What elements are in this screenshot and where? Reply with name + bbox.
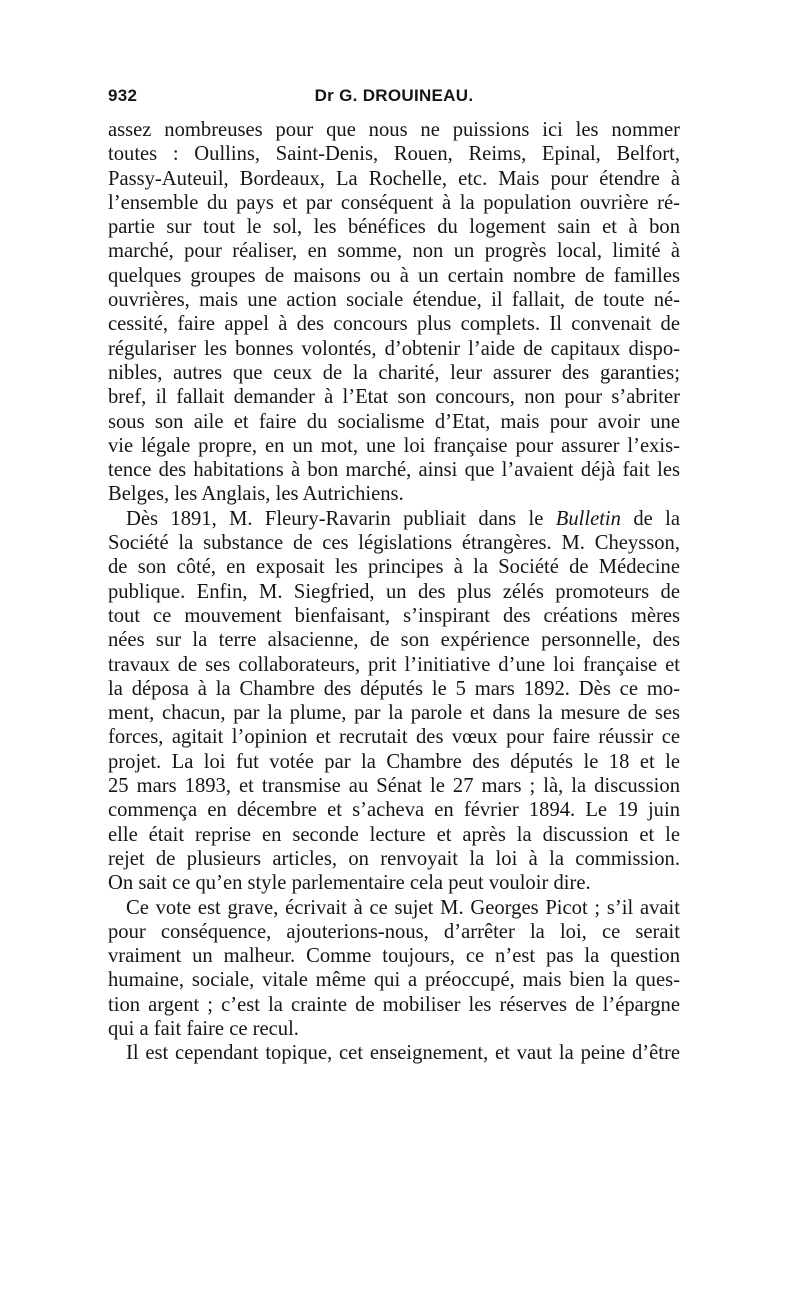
text-line: 25 mars 1893, et transmise au Sénat le 27 mars ; là, la discussion (108, 775, 680, 798)
text-line: commença en décembre et s’acheva en février 1894. Le 19 juin (108, 799, 680, 822)
body-text (108, 118, 680, 1066)
page-number: 932 (108, 86, 138, 105)
text-line: On sait ce qu’en style parlementaire cela peut vouloir dire. (108, 872, 591, 895)
paragraph-1 (108, 118, 680, 507)
text-line: sous son aile et faire du socialisme d’Etat, mais pour avoir une (108, 410, 680, 433)
text-line: publique. Enfin, M. Siegfried, un des plus zélés promoteurs de (108, 580, 680, 603)
text-line: forces, agitait l’opinion et recrutait des vœux pour faire réussir ce (108, 726, 680, 749)
text-line: partie sur tout le sol, les bénéfices du logement sain et à bon (108, 216, 680, 239)
paragraph-2 (108, 507, 680, 896)
text-line: tout ce mouvement bienfaisant, s’inspirant des créations mères (108, 604, 680, 627)
text-line: vie légale propre, en un mot, une loi française pour assurer l’exis- (108, 434, 680, 457)
paragraph-4 (108, 1041, 680, 1065)
text-line: Belges, les Anglais, les Autrichiens. (108, 483, 404, 506)
text-line: tence des habitations à bon marché, ainsi que l’avaient déjà fait les (108, 459, 680, 482)
text-line: vraiment un malheur. Comme toujours, ce n’est pas la question (108, 945, 680, 968)
text-line: Passy-Auteuil, Bordeaux, La Rochelle, etc. Mais pour étendre à (108, 167, 680, 190)
text-line: tion argent ; c’est la crainte de mobiliser les réserves de l’épargne (108, 993, 680, 1016)
paragraph-3 (108, 896, 680, 1042)
text-line: toutes : Oullins, Saint-Denis, Rouen, Reims, Epinal, Belfort, (108, 143, 680, 166)
text-line: elle était reprise en seconde lecture et après la discussion et le (108, 823, 680, 846)
text-line: marché, pour réaliser, en somme, non un progrès local, limité à (108, 240, 680, 263)
book-page (108, 86, 680, 1066)
text-line: Ce vote est grave, écrivait à ce sujet M. Georges Picot ; s’il avait (126, 896, 680, 919)
text-fragment: de la (633, 507, 680, 530)
text-line: bref, il fallait demander à l’Etat son concours, non pour s’abriter (108, 386, 680, 409)
text-fragment: Dès 1891, M. Fleury-Ravarin publiait dans le (126, 507, 544, 530)
text-line-with-italic (108, 507, 680, 531)
running-head (108, 86, 680, 110)
text-line: de son côté, en exposait les principes à la Société de Médecine (108, 556, 680, 579)
text-line: nées sur la terre alsacienne, de son expérience personnelle, des (108, 629, 680, 652)
text-line: travaux de ses collaborateurs, prit l’initiative d’une loi française et (108, 653, 680, 676)
text-line: pour conséquence, ajouterions-nous, d’arrêter la loi, ce serait (108, 920, 680, 943)
text-line: ment, chacun, par la plume, par la parole et dans la mesure de ses (108, 702, 680, 725)
text-line: quelques groupes de maisons ou à un certain nombre de familles (108, 264, 680, 287)
italic-title: Bulletin (555, 507, 621, 530)
text-line: qui a fait faire ce recul. (108, 1017, 299, 1040)
text-line: Il est cependant topique, cet enseignement, et vaut la peine d’être (126, 1042, 680, 1065)
text-line: projet. La loi fut votée par la Chambre des députés le 18 et le (108, 750, 680, 773)
text-line: rejet de plusieurs articles, on renvoyait la loi à la commission. (108, 847, 680, 870)
running-title: Dr G. DROUINEAU. (314, 86, 474, 105)
text-line: humaine, sociale, vitale même qui a préoccupé, mais bien la ques- (108, 969, 680, 992)
text-line: nibles, autres que ceux de la charité, leur assurer des garanties; (108, 361, 680, 384)
text-line: la déposa à la Chambre des députés le 5 mars 1892. Dès ce mo- (108, 677, 680, 700)
text-line: assez nombreuses pour que nous ne puissions ici les nommer (108, 119, 680, 141)
text-line: l’ensemble du pays et par conséquent à la population ouvrière ré- (108, 191, 680, 214)
text-line: Société la substance de ces législations étrangères. M. Cheysson, (108, 532, 680, 555)
text-line: ouvrières, mais une action sociale étendue, il fallait, de toute né- (108, 289, 680, 312)
text-line: cessité, faire appel à des concours plus complets. Il convenait de (108, 313, 680, 336)
text-line: régulariser les bonnes volontés, d’obtenir l’aide de capitaux dispo- (108, 337, 680, 360)
